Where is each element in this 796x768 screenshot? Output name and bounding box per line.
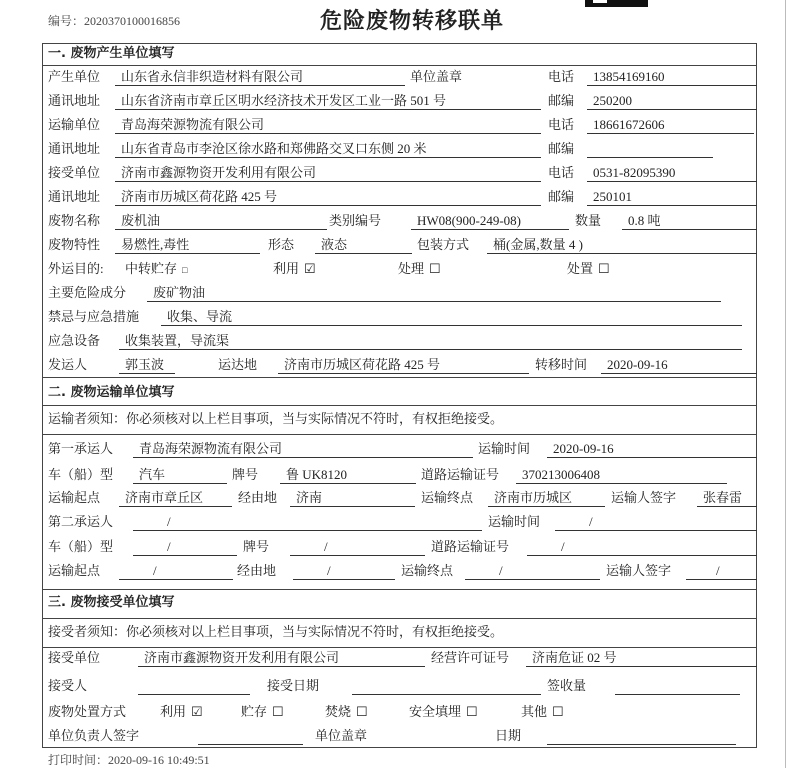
equipment-field[interactable]: 收集装置，导流渠 xyxy=(119,332,742,350)
label: 日期 xyxy=(495,728,522,743)
label: 废物特性 xyxy=(48,237,101,252)
recv-addr-field[interactable]: 济南市历城区荷花路 425 号 xyxy=(115,188,541,206)
waste-name-field[interactable]: 废机油 xyxy=(115,212,327,230)
method-landfill-checkbox[interactable] xyxy=(409,703,478,721)
label: 接受人 xyxy=(48,678,88,693)
label: 接受日期 xyxy=(267,678,320,693)
section-2-title: 二. 废物运输单位填写 xyxy=(48,385,175,400)
label: 邮编 xyxy=(548,93,575,108)
label: 废物处置方式 xyxy=(48,704,127,719)
method-incinerate-checkbox[interactable] xyxy=(325,703,368,721)
carrier1-permit-field[interactable]: 370213006408 xyxy=(516,466,727,484)
label: 通讯地址 xyxy=(48,93,101,108)
received-amount-field[interactable] xyxy=(615,677,740,695)
carrier1-vehicle-field[interactable]: 汽车 xyxy=(133,466,227,484)
label: 包装方式 xyxy=(417,237,470,252)
label: 签收量 xyxy=(547,678,587,693)
divider xyxy=(42,65,757,66)
label: 类别编号 xyxy=(329,213,382,228)
option-label: 安全填埋 xyxy=(409,704,462,719)
label: 运输起点 xyxy=(48,490,101,505)
method-utilize-checkbox[interactable] xyxy=(160,703,203,721)
checkbox-icon[interactable]: ☐ xyxy=(272,704,284,719)
label: 运输人签字 xyxy=(606,563,672,578)
label: 接受单位 xyxy=(48,165,101,180)
divider xyxy=(42,405,757,406)
gen-phone-field[interactable]: 13854169160 xyxy=(587,68,757,86)
carrier2-vehicle-field[interactable]: / xyxy=(133,538,237,556)
carrier2-sign-field[interactable]: / xyxy=(686,562,757,580)
section-3-title: 三. 废物接受单位填写 xyxy=(48,595,175,610)
option-label: 处理 xyxy=(398,261,425,276)
recv-zip-field[interactable]: 250101 xyxy=(587,188,757,206)
divider xyxy=(42,377,757,378)
purpose-utilize-checkbox[interactable] xyxy=(273,260,316,278)
recv-unit-field[interactable]: 济南市鑫源物资开发利用有限公司 xyxy=(115,164,541,182)
carrier1-time-field[interactable]: 2020-09-16 xyxy=(547,440,757,458)
option-label: 其他 xyxy=(521,704,548,719)
label: 单位盖章 xyxy=(410,69,463,84)
head-sign-field[interactable] xyxy=(198,727,303,745)
sender-field[interactable]: 郭玉波 xyxy=(119,356,175,374)
trans-unit-field[interactable]: 青岛海荣源物流有限公司 xyxy=(115,116,541,134)
carrier2-start-field[interactable]: / xyxy=(119,562,233,580)
method-other-checkbox[interactable] xyxy=(521,703,564,721)
checked-icon[interactable]: ☑ xyxy=(304,261,316,276)
divider xyxy=(42,589,757,590)
label: 电话 xyxy=(548,165,575,180)
section-1-title: 一. 废物产生单位填写 xyxy=(48,46,175,61)
receive-date-field[interactable] xyxy=(352,677,541,695)
property-field[interactable]: 易燃性,毒性 xyxy=(115,236,260,254)
label: 禁忌与应急措施 xyxy=(48,309,140,324)
label: 车（船）型 xyxy=(48,539,114,554)
trans-addr-field[interactable]: 山东省青岛市李沧区徐水路和郑佛路交叉口东侧 20 米 xyxy=(115,140,541,158)
receiver-field[interactable] xyxy=(138,677,250,695)
license-field[interactable]: 济南危证 02 号 xyxy=(526,649,757,667)
checkbox-icon[interactable]: □ xyxy=(182,265,188,275)
manifest-number: 编号：2020370100016856 xyxy=(48,14,181,28)
destination-field[interactable]: 济南市历城区荷花路 425 号 xyxy=(278,356,529,374)
label: 电话 xyxy=(548,117,575,132)
label: 废物名称 xyxy=(48,213,101,228)
label: 第二承运人 xyxy=(48,514,114,529)
checkbox-icon[interactable]: ☐ xyxy=(466,704,478,719)
receiver-unit-field[interactable]: 济南市鑫源物资开发利用有限公司 xyxy=(138,649,425,667)
transfer-time-field[interactable]: 2020-09-16 xyxy=(601,356,757,374)
label: 电话 xyxy=(548,69,575,84)
qr-code xyxy=(585,0,648,7)
label: 通讯地址 xyxy=(48,189,101,204)
label: 运输起点 xyxy=(48,563,101,578)
carrier1-field[interactable]: 青岛海荣源物流有限公司 xyxy=(133,440,473,458)
label: 单位盖章 xyxy=(315,728,368,743)
purpose-treat-checkbox[interactable] xyxy=(398,260,441,278)
label: 道路运输证号 xyxy=(431,539,510,554)
label: 单位负责人签字 xyxy=(48,728,140,743)
label: 道路运输证号 xyxy=(421,467,500,482)
print-time: 打印时间：2020-09-16 10:49:51 xyxy=(48,753,210,767)
receiver-notice: 接受者须知：你必须核对以上栏目事项，当与实际情况不符时，有权拒绝接受。 xyxy=(48,624,504,639)
label: 运输单位 xyxy=(48,117,101,132)
pack-field[interactable]: 桶(金属,数量 4 ) xyxy=(487,236,757,254)
gen-zip-field[interactable]: 250200 xyxy=(587,92,757,110)
purpose-transfer-storage-checkbox[interactable] xyxy=(125,260,187,278)
label: 转移时间 xyxy=(535,357,588,372)
label: 邮编 xyxy=(548,189,575,204)
divider xyxy=(42,647,757,648)
carrier1-via-field[interactable]: 济南 xyxy=(290,489,415,507)
purpose-dispose-checkbox[interactable] xyxy=(567,260,610,278)
carrier1-end-field[interactable]: 济南市历城区 xyxy=(488,489,605,507)
label: 接受单位 xyxy=(48,650,101,665)
checked-icon[interactable]: ☑ xyxy=(191,704,203,719)
category-field[interactable]: HW08(900-249-08) xyxy=(411,212,569,230)
recv-phone-field[interactable]: 0531-82095390 xyxy=(587,164,757,182)
label: 牌号 xyxy=(243,539,270,554)
method-store-checkbox[interactable] xyxy=(241,703,284,721)
checkbox-icon[interactable]: ☐ xyxy=(552,704,564,719)
option-label: 贮存 xyxy=(241,704,268,719)
carrier2-time-field[interactable]: / xyxy=(555,513,757,531)
label: 第一承运人 xyxy=(48,441,114,456)
page-title: 危险废物转移联单 xyxy=(320,9,505,34)
label: 经由地 xyxy=(238,490,278,505)
hazard-field[interactable]: 废矿物油 xyxy=(147,284,721,302)
trans-zip-field[interactable] xyxy=(587,140,713,158)
qty-field[interactable]: 0.8 吨 xyxy=(622,212,757,230)
label: 应急设备 xyxy=(48,333,101,348)
label: 产生单位 xyxy=(48,69,101,84)
label: 牌号 xyxy=(232,467,259,482)
carrier1-plate-field[interactable]: 鲁 UK8120 xyxy=(280,466,416,484)
label: 发运人 xyxy=(48,357,88,372)
label: 运输时间 xyxy=(478,441,531,456)
carrier1-sign-field[interactable]: 张春雷 xyxy=(697,489,757,507)
gen-unit-field[interactable]: 山东省永信非织造材料有限公司 xyxy=(115,68,405,86)
label: 邮编 xyxy=(548,141,575,156)
option-label: 处置 xyxy=(567,261,594,276)
option-label: 利用 xyxy=(160,704,187,719)
label: 经营许可证号 xyxy=(431,650,510,665)
divider xyxy=(42,434,757,435)
label: 外运目的: xyxy=(48,261,104,276)
carrier2-plate-field[interactable]: / xyxy=(290,538,425,556)
checkbox-icon[interactable]: ☐ xyxy=(429,261,441,276)
label: 运输终点 xyxy=(401,563,454,578)
gen-addr-field[interactable]: 山东省济南市章丘区明水经济技术开发区工业一路 501 号 xyxy=(115,92,541,110)
label: 运输终点 xyxy=(421,490,474,505)
option-label: 焚烧 xyxy=(325,704,352,719)
checkbox-icon[interactable]: ☐ xyxy=(598,261,610,276)
trans-phone-field[interactable]: 18661672606 xyxy=(587,116,754,134)
emergency-field[interactable]: 收集、导流 xyxy=(161,308,742,326)
label: 形态 xyxy=(268,237,295,252)
carrier2-permit-field[interactable]: / xyxy=(527,538,757,556)
carrier-notice: 运输者须知：你必须核对以上栏目事项，当与实际情况不符时，有权拒绝接受。 xyxy=(48,411,504,426)
label: 数量 xyxy=(575,213,602,228)
checkbox-icon[interactable]: ☐ xyxy=(356,704,368,719)
option-label: 中转贮存 xyxy=(125,261,178,276)
label: 经由地 xyxy=(237,563,277,578)
label: 通讯地址 xyxy=(48,141,101,156)
label: 运输人签字 xyxy=(611,490,677,505)
divider xyxy=(42,618,757,619)
carrier2-end-field[interactable]: / xyxy=(465,562,600,580)
label: 车（船）型 xyxy=(48,467,114,482)
carrier1-start-field[interactable]: 济南市章丘区 xyxy=(119,489,232,507)
carrier2-field[interactable]: / xyxy=(133,513,482,531)
option-label: 利用 xyxy=(273,261,300,276)
label: 运输时间 xyxy=(488,514,541,529)
carrier2-via-field[interactable]: / xyxy=(293,562,395,580)
label: 运达地 xyxy=(218,357,258,372)
label: 主要危险成分 xyxy=(48,285,127,300)
form-field[interactable]: 液态 xyxy=(315,236,412,254)
scroll-edge xyxy=(785,0,786,768)
date-field[interactable] xyxy=(547,727,736,745)
